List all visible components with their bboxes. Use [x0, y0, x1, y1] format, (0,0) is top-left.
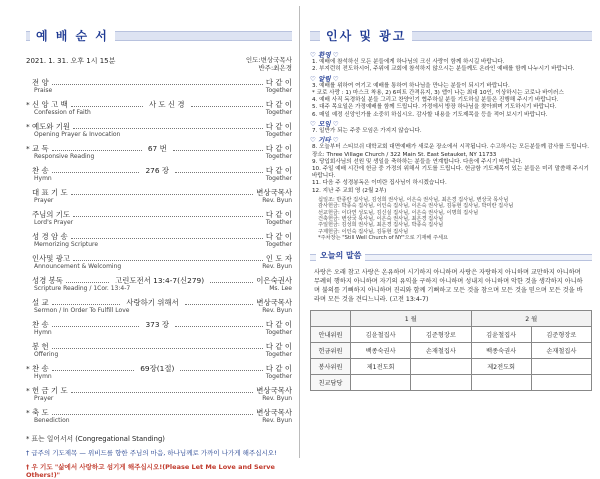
order-title: 예 배 순 서	[30, 26, 115, 46]
order-item-english-leader: Rev. Byun	[262, 395, 292, 402]
duty-cell: 김준형장로	[411, 326, 471, 342]
announce-title: 인사 및 광고	[320, 26, 412, 46]
announce-header	[310, 26, 592, 48]
announcements-page	[300, 0, 600, 464]
duty-row	[311, 342, 592, 358]
duty-row	[311, 326, 592, 342]
announcement-item: 7. 일반가 되는 주중 모임은 가지지 않습니다.	[312, 128, 422, 135]
duty-cell: 김준형장로	[531, 326, 591, 342]
order-item-english-leader: Together	[265, 109, 292, 116]
dot-leader	[175, 321, 263, 327]
dot-leader	[52, 321, 140, 327]
order-item-content	[32, 408, 292, 424]
order-line	[32, 100, 292, 109]
order-item-content	[32, 166, 292, 182]
section-title: ♡ 환영 ♡	[310, 51, 339, 59]
order-line	[32, 364, 292, 373]
order-item	[26, 144, 292, 160]
dot-leader	[71, 189, 254, 195]
order-line	[32, 320, 292, 329]
order-item-english-name: Announcement & Welcoming	[34, 263, 122, 270]
order-item-english-leader: Rev. Byun	[262, 307, 292, 314]
duty-cell: 손재철집사	[411, 342, 471, 358]
section-title: ♡ 모임 ♡	[310, 119, 339, 128]
order-item-english-leader: Together	[265, 373, 292, 380]
offering-line: *주차장는 "Still Well Church of NY"으로 기재해 주세요	[318, 235, 448, 242]
order-item-english	[32, 175, 292, 182]
order-item-english-name: Memorizing Scripture	[34, 241, 99, 248]
duty-cell: 백종숙권사	[471, 342, 531, 358]
order-item-english-leader: Together	[265, 153, 292, 160]
order-item-english-name: Responsive Reading	[34, 153, 95, 160]
order-item	[26, 78, 292, 94]
order-item-leader: 다 같 이	[265, 342, 292, 351]
duty-role: 친교담당	[311, 374, 351, 390]
standing-mark: *	[26, 386, 30, 395]
standing-mark: *	[26, 100, 30, 109]
dot-leader	[71, 101, 143, 107]
offering-line: 십일조: 반종란 집사님, 김성희 권사님, 이은숙 권사님, 최은경 집사님, 변상국 목사님	[318, 196, 509, 203]
bible-header	[310, 250, 592, 264]
order-item-english-leader: Together	[265, 219, 292, 226]
duty-cell: 제1전도회	[351, 358, 411, 374]
duty-cell	[531, 358, 591, 374]
section-title: ♡ 알림 ♡	[310, 74, 339, 83]
order-item-english	[32, 263, 292, 270]
order-item-leader: 다 같 이	[265, 166, 292, 175]
duty-corner	[311, 310, 351, 326]
order-item-leader: 인 도 자	[265, 254, 292, 263]
duty-month-2: 2 월	[471, 310, 592, 326]
order-line	[32, 342, 292, 351]
order-item-english-name: Hymn	[34, 373, 52, 380]
pastor-info	[246, 56, 292, 72]
offering-line: 주일헌금: 김성희 권사님, 최은경 집사님, 박종숙 집사님	[318, 222, 444, 229]
order-item-leader: 다 같 이	[265, 100, 292, 109]
order-item-detail: 67 번	[147, 144, 167, 153]
order-item-leader: 변상국목사	[256, 298, 293, 307]
standing-mark: *	[26, 144, 30, 153]
offering-list	[310, 197, 592, 242]
duty-cell: 제2전도회	[471, 358, 531, 374]
order-line	[32, 298, 292, 307]
order-item-english-name: Praise	[34, 87, 53, 94]
order-item-english	[32, 197, 292, 204]
order-item-leader: 다 같 이	[265, 364, 293, 373]
dot-leader	[73, 255, 263, 261]
announcement-item: 1. 예배에 참석하신 모든 분들에게 하나님의 크신 사랑이 함께 하시길 바랍니다.	[312, 59, 505, 66]
order-item-name: 봉 헌	[32, 342, 49, 351]
order-item-detail: 276 장	[145, 166, 170, 175]
order-item-content	[32, 210, 292, 226]
order-item-name: 대 표 기 도	[32, 188, 68, 197]
order-item-english-leader: Together	[265, 351, 292, 358]
order-item-leader: 변상국목사	[256, 188, 292, 197]
order-item-english-leader: Rev. Byun	[262, 263, 292, 270]
duty-cell: 김윤철집사	[351, 326, 411, 342]
order-item-english	[32, 87, 292, 94]
dot-leader	[66, 277, 109, 283]
dot-leader	[52, 343, 263, 349]
order-item-english-leader: Together	[265, 241, 292, 248]
bible-verse: 사랑은 오래 참고 사랑은 온유하며 시기하지 아니하며 사랑은 자랑하지 아니하며 교만하지 아니하며 무례히 행하지 아니하며 자기의 유익을 구하지 아니하며 성내지 아니하며 악한 것을 생각하지 아니하며 불의를 기뻐하지 아니하며 진리와 함께 기뻐하고 모든 것을 참으며 모든 것을 믿으며 모든 것을 바라며 모든 것을 견디느니라. (고전 13:4-7)	[314, 268, 583, 303]
order-item-leader: 다 같 이	[265, 144, 293, 153]
dot-leader	[175, 167, 263, 173]
order-item	[26, 122, 292, 138]
offering-line: 구제헌금: 이인숙 집사님, 김동현 집사님	[318, 228, 409, 235]
order-item-name: 찬 송	[32, 320, 49, 329]
order-item-english-name: Sermon / In Order To Fulfill Love	[34, 307, 130, 314]
order-item-name: 찬 송	[32, 364, 49, 373]
order-item	[26, 408, 292, 424]
order-item-leader: 다 같 이	[265, 78, 292, 87]
order-item-english-leader: Together	[265, 175, 292, 182]
order-item	[26, 100, 292, 116]
order-item	[26, 232, 292, 248]
announcement-list	[310, 52, 592, 195]
order-header	[26, 26, 292, 48]
order-item-name: 찬 송	[32, 166, 49, 175]
service-date: 2021. 1. 31. 오후 1시 15분	[26, 57, 116, 65]
order-item-english-leader: Together	[265, 329, 292, 336]
order-item-content	[32, 188, 292, 204]
dot-leader	[71, 387, 254, 393]
standing-mark: *	[26, 122, 30, 131]
order-item-name: 예도와 기원	[32, 122, 71, 131]
order-item-content	[32, 254, 292, 270]
order-item-name: 설 교	[32, 298, 49, 307]
order-item-english-name: Opening Prayer & Invocation	[34, 131, 121, 138]
announcement-item: 2. 부지런히 전도하시어, 주위에 교회에 참석하지 않으시는 분들께도 온라인 예배를 함께 나누시기 바랍니다.	[312, 66, 575, 73]
order-item-english-leader: Together	[265, 131, 292, 138]
announcement-item: 11. 다음 주 성경봉독은 이미란 집사님이 하시겠습니다.	[312, 180, 447, 187]
order-item	[26, 166, 292, 182]
dot-leader	[52, 145, 142, 151]
duty-cell: 백종숙권사	[351, 342, 411, 358]
order-item-detail: 사랑하기 위해서	[126, 298, 179, 307]
duty-header-row	[311, 310, 592, 326]
order-item-content	[32, 298, 292, 314]
announcement-item: 10. 주일 예배 시간에 헌금 중 가정의 위해서 기도를 드립니다. 헌금함 기도제목이 있는 분들은 미리 말씀해 주시기 바랍니다.	[312, 166, 589, 180]
order-item	[26, 342, 292, 358]
offering-line: 선교헌금: 이다연 성도님, 김신실 집사님, 이은숙 권사님, 이명희 집사님	[318, 209, 479, 216]
order-item-leader: 다 같 이	[265, 210, 292, 219]
order-item-name: 축 도	[32, 408, 49, 417]
dot-leader	[185, 299, 254, 305]
order-item-english-name: Prayer	[34, 395, 54, 402]
announcement-item: * 코로 사랑 : 1) 마스크 착용, 2) 6피트 간격유지, 3) 앱이 나는 최대 10인, 이상하시는 코로나 바이러스	[312, 90, 564, 97]
order-line	[32, 276, 292, 285]
announcement-item: 6. 매일 예정 신앙인가를 소중히 하십시오. 감사할 내용을 기도제목을 등을 적어 보시기 바랍니다.	[312, 111, 548, 118]
order-item-english-name: Benediction	[34, 417, 70, 424]
order-item-detail: 사 도 신 경	[148, 100, 185, 109]
order-line	[32, 408, 292, 417]
order-item-leader: 이은숙권사	[256, 276, 292, 285]
duty-role: 헌금위원	[311, 342, 351, 358]
duty-table	[310, 310, 592, 391]
announcement-item: 9. 당입회사님의 선원 및 생일을 축하하는 분들을 연계합니다. 다음에 주시기 바랍니다.	[312, 158, 523, 165]
order-line	[32, 144, 292, 153]
order-line	[32, 254, 292, 263]
order-item-english	[32, 219, 292, 226]
prayer-note: † 급주의 기도제목 — 위비드를 향한 주님의 마음, 하나님께로 가까이 나가게 해주십시오!	[26, 449, 277, 457]
duty-cell	[471, 374, 531, 390]
order-line	[32, 232, 292, 241]
order-item-english	[32, 285, 292, 292]
order-item	[26, 188, 292, 204]
announcement-item: 4. 예배 사직 독경하실 분들 그리고 찬양인기 협주하실 분들 기도하실 분들은 진행해 주시기 바랍니다.	[312, 97, 559, 104]
order-item	[26, 364, 292, 380]
order-list	[26, 78, 292, 424]
order-item-english	[32, 307, 292, 314]
order-item-english	[32, 351, 292, 358]
offering-line: 건축헌금: 변상국 목사님, 이은숙 권사님, 최은경 집사님	[318, 216, 444, 223]
order-item-english	[32, 131, 292, 138]
duty-row	[311, 374, 592, 390]
duty-role: 안내위원	[311, 326, 351, 342]
order-item-english-name: Lord's Prayer	[34, 219, 74, 226]
order-item-content	[32, 232, 292, 248]
order-item	[26, 320, 292, 336]
order-item-english	[32, 153, 292, 160]
order-item-content	[32, 276, 292, 292]
duty-role: 봉사위원	[311, 358, 351, 374]
order-item-english-leader: Rev. Byun	[262, 197, 292, 204]
order-item-leader: 다 같 이	[265, 320, 292, 329]
order-line	[32, 166, 292, 175]
order-item-content	[32, 100, 292, 116]
order-item-detail: 373 장	[145, 320, 170, 329]
order-item-english-name: Hymn	[34, 329, 52, 336]
order-item	[26, 210, 292, 226]
duty-cell	[411, 358, 471, 374]
order-line	[32, 386, 292, 395]
prayer-motto: † 우 기도 "삶에서 사랑하고 섬기게 해주십시오!(Please Let Me Love and Serve Others!)"	[26, 463, 275, 479]
order-item-leader: 다 같 이	[265, 122, 292, 131]
announcement-item: 8. 오늘부터 스티브쉬 대학교회 대면예배가 새로운 장소에서 시작됩니다. 수고하시는 모든분들께 감사를 드립니다. 장소: Three Village Church / 322 Main St. East Setauket, NY 11733	[312, 144, 590, 158]
order-line	[32, 210, 292, 219]
order-item-name: 헌 금 기 도	[32, 386, 68, 395]
order-item-detail: 고린도전서 13:4-7(신279)	[115, 276, 205, 285]
announcement-item: 3. 예배를 위하여 여기고 예배를 통하여 하나님을 만나는 분들이 되시기 바랍니다.	[312, 82, 510, 89]
accompanist: 반주:최은경	[258, 64, 292, 72]
dot-leader	[180, 365, 263, 371]
order-item-name: 교 독	[32, 144, 49, 153]
duty-cell: 손재철집사	[531, 342, 591, 358]
order-item-name: 신 앙 고 백	[32, 100, 68, 109]
order-item-english	[32, 395, 292, 402]
dot-leader	[52, 409, 254, 415]
order-line	[32, 188, 292, 197]
order-item-detail: 69장(1절)	[140, 364, 175, 373]
duty-cell	[411, 374, 471, 390]
dot-leader	[52, 365, 135, 371]
dot-leader	[52, 299, 121, 305]
order-item	[26, 386, 292, 402]
order-item-content	[32, 78, 292, 94]
order-item-leader: 다 같 이	[265, 232, 292, 241]
order-line	[32, 78, 292, 87]
dot-leader	[52, 167, 140, 173]
announcement-item: 5. 대주 목요일은 가정예배를 함께 드립니다. 가정에서 방장 하나님을 찾아뵈며 기도하시기 바랍니다.	[312, 104, 557, 111]
dot-leader	[210, 277, 253, 283]
section-title: ♡ 기타 ♡	[310, 136, 339, 145]
order-item-leader: 변상국목사	[256, 386, 292, 395]
order-item-content	[32, 364, 292, 380]
order-item-english-leader: Together	[265, 87, 292, 94]
dot-leader	[73, 123, 263, 129]
order-item-content	[32, 122, 292, 138]
dot-leader	[71, 233, 263, 239]
order-item-content	[32, 342, 292, 358]
dot-leader	[73, 211, 263, 217]
standing-note: * 표는 일어서서 (Congregational Standing)	[26, 435, 165, 443]
order-item	[26, 254, 292, 270]
order-item-content	[32, 144, 292, 160]
order-item-english-leader: Rev. Byun	[262, 417, 292, 424]
bible-title: 오늘의 말씀	[316, 250, 365, 261]
order-item-name: 성경 봉독	[32, 276, 63, 285]
order-item-leader: 변상국목사	[256, 408, 292, 417]
duty-month-1: 1 월	[351, 310, 472, 326]
standing-mark: *	[26, 408, 30, 417]
duty-row	[311, 358, 592, 374]
order-item-english-name: Confession of Faith	[34, 109, 91, 116]
order-item-english-name: Scripture Reading / 1Cor. 13:4-7	[34, 285, 131, 292]
dot-leader	[191, 101, 263, 107]
order-item-name: 주님의 기도	[32, 210, 71, 219]
order-item-english-name: Offering	[34, 351, 59, 358]
order-item-english	[32, 329, 292, 336]
order-item-english	[32, 373, 292, 380]
standing-mark: *	[26, 364, 30, 373]
dot-leader	[52, 79, 263, 85]
duty-cell	[531, 374, 591, 390]
order-item	[26, 298, 292, 314]
service-meta	[26, 56, 292, 72]
order-item-name: 인사및 광고	[32, 254, 71, 263]
announcement-item: 12. 지난 주 교회 영 (2월 2부)	[312, 187, 387, 194]
order-line	[32, 122, 292, 131]
order-item-english-name: Hymn	[34, 175, 52, 182]
order-item-english	[32, 417, 292, 424]
order-item-content	[32, 386, 292, 402]
offering-line: 감사헌금: 박종숙 집사님, 이인숙 집사님, 이은숙 권사님, 김동현 집사님, 박미란 집사님	[318, 203, 514, 210]
order-item-english-name: Prayer	[34, 197, 54, 204]
order-item-name: 전 양	[32, 78, 49, 87]
order-item-english-leader: Ms. Lee	[269, 285, 292, 292]
order-item	[26, 276, 292, 292]
order-item-english	[32, 241, 292, 248]
leader: 인도:변상국목사	[245, 56, 292, 64]
order-item-name: 성 경 암 송	[32, 232, 68, 241]
dot-leader	[173, 145, 263, 151]
duty-cell	[351, 374, 411, 390]
order-item-content	[32, 320, 292, 336]
order-item-english	[32, 109, 292, 116]
duty-cell: 김윤철집사	[471, 326, 531, 342]
